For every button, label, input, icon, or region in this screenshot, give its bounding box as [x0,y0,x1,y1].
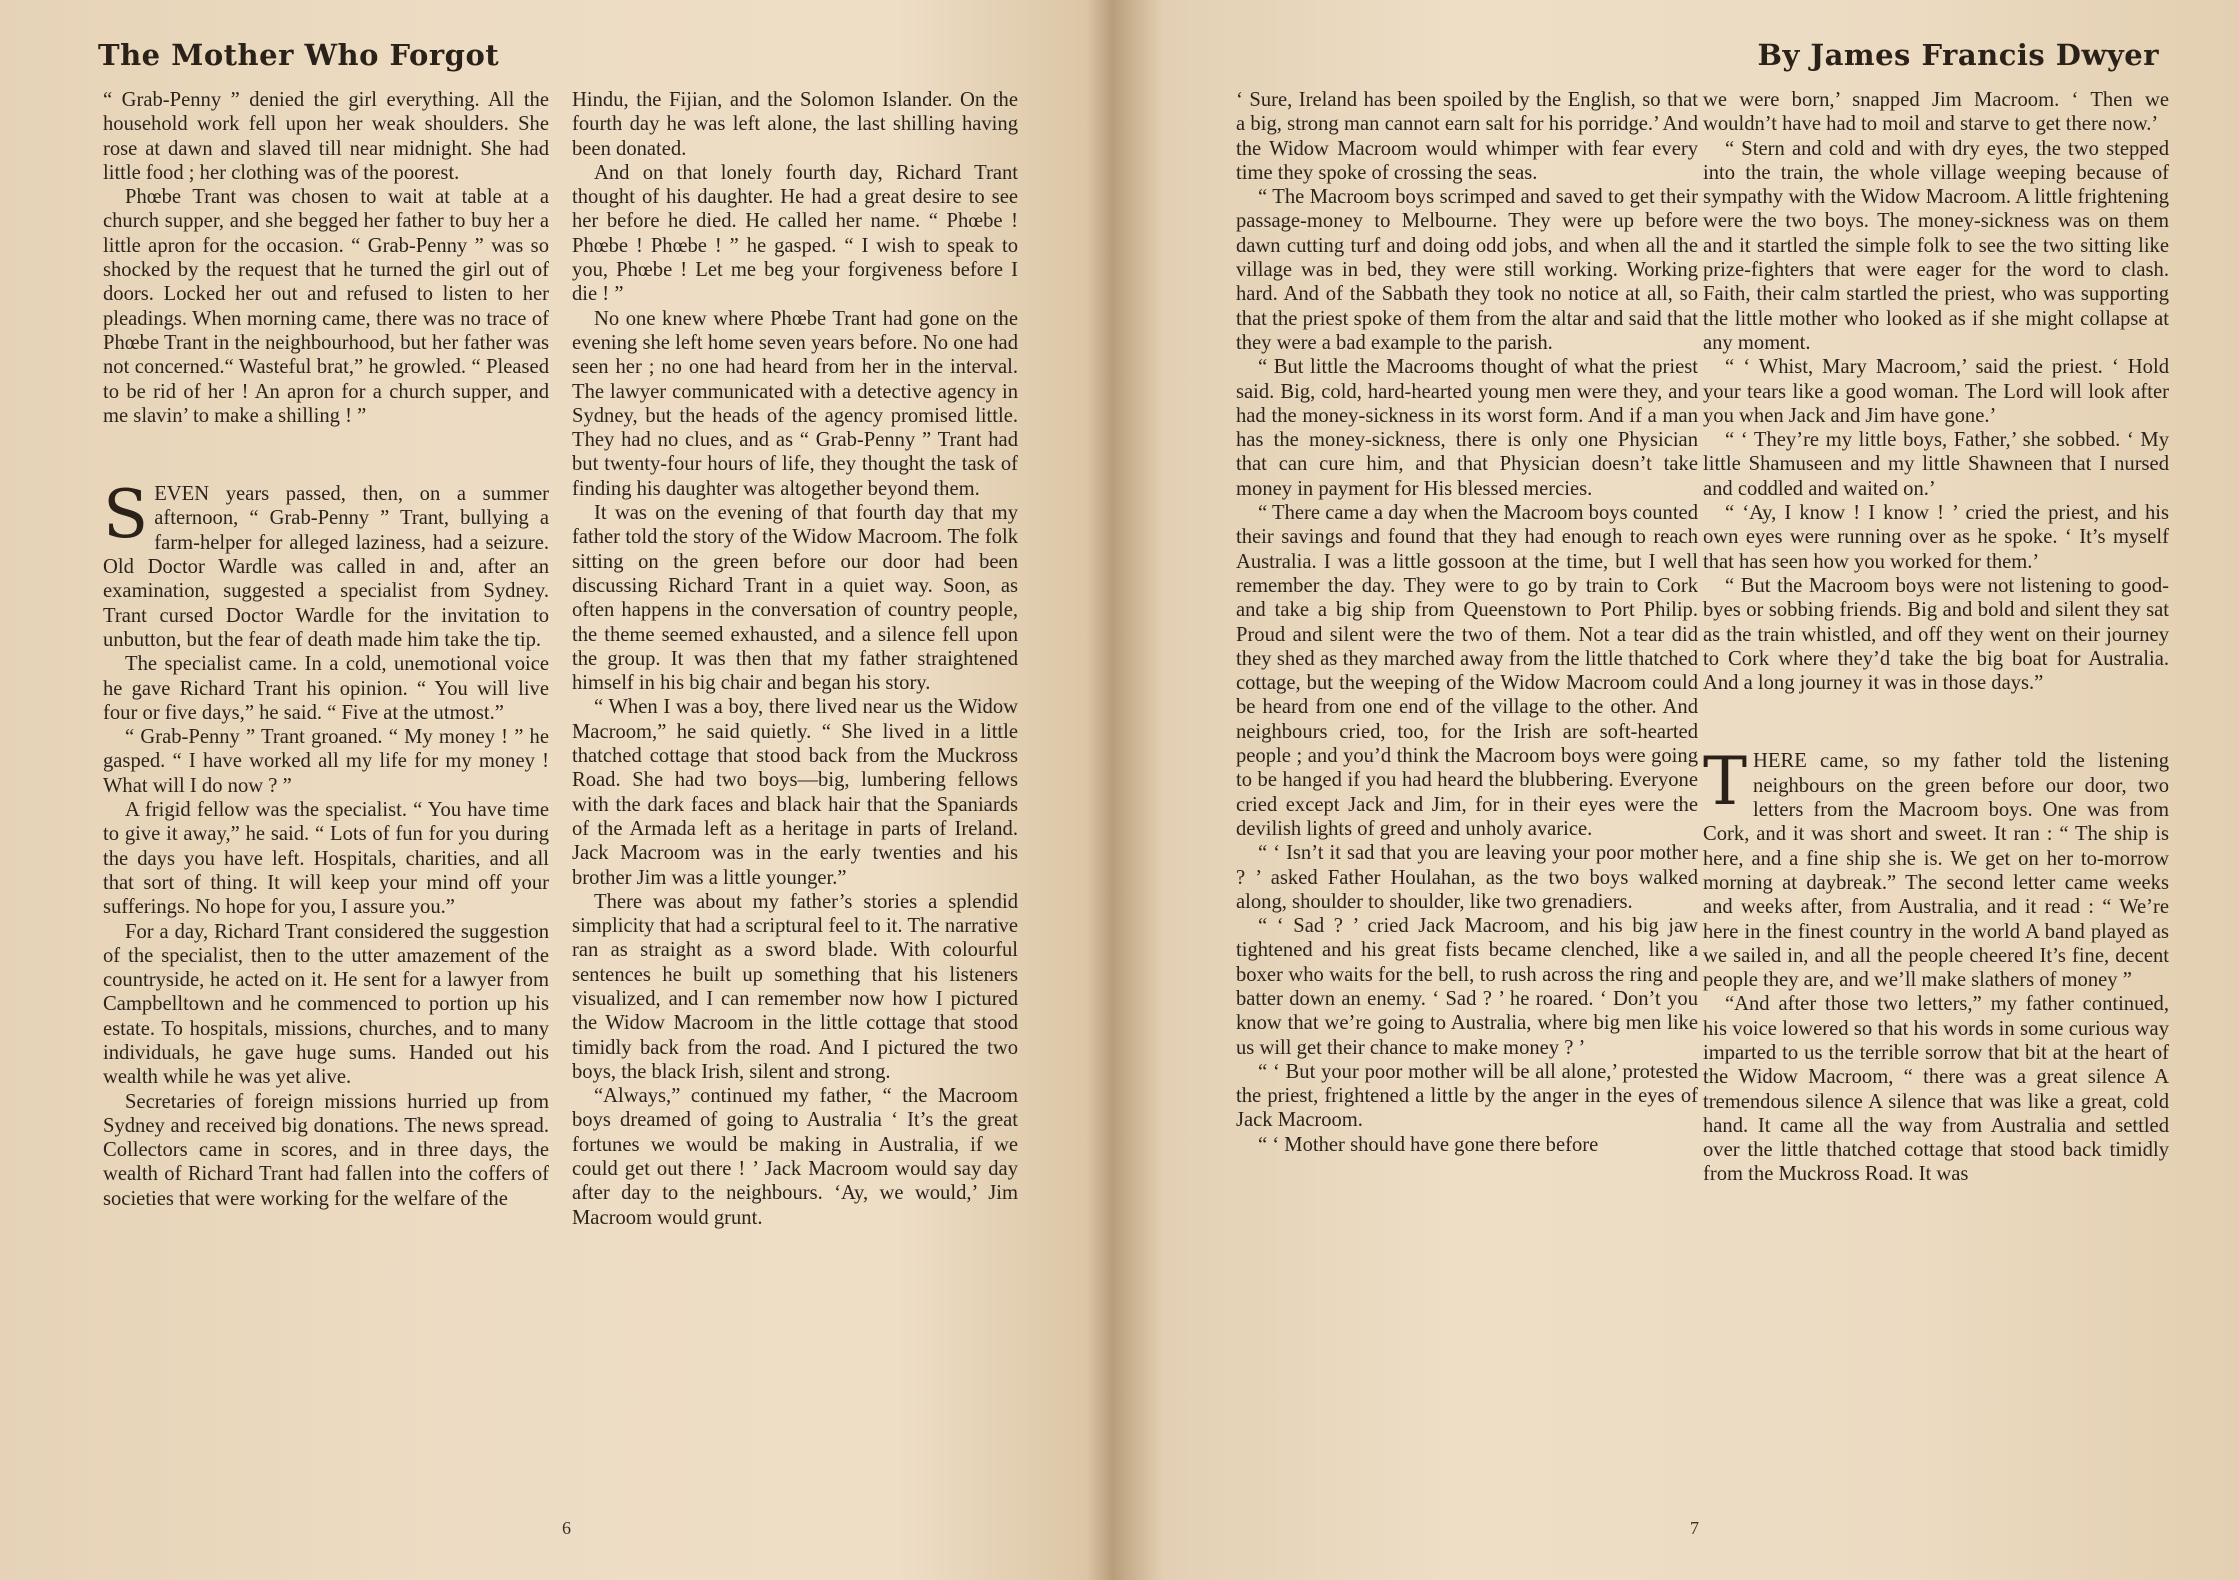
right-page-column-1 [1236,88,1698,1506]
paragraph: “And after those two letters,” my father continued, his voice lowered so that his words in some curious way imparted to us the terrible sorrow that bit at the heart of the Widow Macroom, “ there was a great silence A tremendous silence A silence that was like a great, cold hand. It came all the way from Australia and settled over the little thatched cottage that stood back timidly from the Muckross Road. It was [1703,993,2169,1186]
paragraph: “ Grab-Penny ” denied the girl everything. All the household work fell upon her weak shoulders. She rose at dawn and slaved till near midnight. She had little food ; her clothing was of the poorest. [103,89,549,184]
drop-cap: S [103,476,149,554]
left-page [0,0,1105,1580]
drop-cap: T [1703,743,1748,821]
paragraph: Secretaries of foreign missions hurried up from Sydney and received big donations. The news spread. Collectors came in scores, and in three days, the wealth of Richard Trant had fallen into the coffers of societies that were working for the welfare of the [103,1090,549,1210]
running-head-author: By James Francis Dwyer [1757,38,2159,72]
paragraph: Hindu, the Fijian, and the Solomon Islander. On the fourth day he was left alone, the last shilling having been donated. [572,89,1018,160]
paragraph: “Always,” continued my father, “ the Macroom boys dreamed of going to Australia ‘ It’s the great fortunes we would be making in Australia, if we could get out there ! ’ Jack Macroom would say day after day to the neighbours. ‘Ay, we would,’ Jim Macroom would grunt. [572,1085,1018,1229]
page-number: 7 [1690,1518,1699,1538]
paragraph: “ But the Macroom boys were not listening to good-byes or sobbing friends. Big and bold and silent they sat as the train whistled, and off they went on their journey to Cork where they’d take the big boat for Australia. And a long journey it was in those days.” [1703,574,2169,695]
left-page-column-2 [572,88,1018,1506]
paragraph: “ ‘ Mother should have gone there before [1258,1133,1599,1156]
paragraph: “ But little the Macrooms thought of what the priest said. Big, cold, hard-hearted young men were they, and had the money-sickness in its worst form. And if a man has the money-sickness, there is only one Physician that can cure him, and that Physician doesn’t take money in payment for His blessed mercies. [1236,356,1698,500]
paragraph: “ ‘ They’re my little boys, Father,’ she sobbed. ‘ My little Shamuseen and my little Shawneen that I nursed and coddled and waited on.’ [1703,429,2169,500]
paragraph: “ The Macroom boys scrimped and saved to get their passage-money to Melbourne. They were up before dawn cutting turf and doing odd jobs, and when all the village was in bed, they were still working. Working hard. And of the Sabbath they took no notice at all, so that the priest spoke of them from the altar and said that they were a bad example to the parish. [1236,186,1698,354]
section-text: HERE came, so my father told the listening neighbours on the green before our door, two letters from the Macroom boys. One was from Cork, and it was short and sweet. It ran : “ The ship is here, and a fine ship she is. We get on her to-morrow morning at daybreak.” The second letter came weeks and weeks after, from Australia, and it read : “ We’re here in the finest country in the world A band played as we sailed in, and all the people cheered It’s fine, decent people they are, and we’ll make slathers of money ” [1703,750,2169,992]
paragraph: It was on the evening of that fourth day that my father told the story of the Widow Macroom. The folk sitting on the green before our door had been discussing Richard Trant in a quiet way. Soon, as often happens in the conversation of country people, the theme seemed exhausted, and a silence fell upon the group. It was then that my father straightened himself in his big chair and began his story. [572,502,1018,695]
paragraph: “ There came a day when the Macroom boys counted their savings and found that they had enough to reach Australia. I was a little gossoon at the time, but I well remember the day. They were to go by train to Cork and take a big ship from Queenstown to Port Philip. Proud and silent were the two of them. Not a tear did they shed as they marched away from the little thatched cottage, but the weeping of the Widow Macroom could be heard from one end of the village to the other. And neighbours cried, too, for the Irish are soft-hearted people ; and you’d think the Macroom boys were going to be hanged if you had heard the blubbering. Everyone cried except Jack and Jim, for in their eyes were the devilish lights of greed and unholy avarice. [1236,502,1698,840]
right-page [1120,0,2239,1580]
paragraph: And on that lonely fourth day, Richard Trant thought of his daughter. He had a great desire to see her before he died. He called her name. “ Phœbe ! Phœbe ! Phœbe ! ” he gasped. “ I wish to speak to you, Phœbe ! Let me beg your forgiveness before I die ! ” [572,161,1018,306]
left-page-column-1 [103,88,549,1506]
paragraph: Phœbe Trant was chosen to wait at table at a church supper, and she begged her father to buy her a little apron for the occasion. “ Grab-Penny ” was so shocked by the request that he turned the girl out of doors. Locked her out and refused to listen to her pleadings. When morning came, there was no trace of Phœbe Trant in the neighbourhood, but her father was not concerned.“ Wasteful brat,” he growled. “ Pleased to be rid of her ! An apron for a church supper, and me slavin’ to make a shilling ! ” [103,186,549,427]
paragraph: “ ‘ Whist, Mary Macroom,’ said the priest. ‘ Hold your tears like a good woman. The Lord will look after you when Jack and Jim have gone.’ [1703,356,2169,427]
paragraph: “ When I was a boy, there lived near us the Widow Macroom,” he said quietly. “ She lived in a little thatched cottage that stood back from the Muckross Road. She had two boys—big, lumbering fellows with the dark faces and black hair that the Spaniards of the Armada left as a heritage in parts of Ireland. Jack Macroom was in the early twenties and his brother Jim was a little younger.” [572,696,1018,889]
section-text: EVEN years passed, then, on a summer afternoon, “ Grab-Penny ” Trant, bullying a farm-helper for alleged laziness, had a seizure. Old Doctor Wardle was called in and, after an examination, suggested a specialist from Sydney. Trant cursed Doctor Wardle for the invitation to unbutton, but the fear of death made him take the tip. [103,483,549,651]
paragraph: A frigid fellow was the specialist. “ You have time to give it away,” he said. “ Lots of fun for you during the days you have left. Hospitals, charities, and all that sort of thing. It will keep your mind off your sufferings. No hope for you, I assure you.” [103,799,549,919]
section-opening-paragraph [1703,743,2169,992]
paragraph: ‘ Sure, Ireland has been spoiled by the English, so that a big, strong man cannot earn salt for his porridge.’ And the Widow Macroom would whimper with fear every time they spoke of crossing the seas. [1236,89,1698,184]
paragraph: we were born,’ snapped Jim Macroom. ‘ Then we wouldn’t have had to moil and starve to get there now.’ [1703,89,2169,136]
paragraph: “ ‘Ay, I know ! I know ! ’ cried the priest, and his own eyes were running over as he spoke. ‘ It’s myself that has seen how you worked for them.’ [1703,502,2169,573]
paragraph: For a day, Richard Trant considered the suggestion of the specialist, then to the utter amazement of the countryside, he acted on it. He sent for a lawyer from Campbelltown and he commenced to portion up his estate. To hospitals, missions, churches, and to many individuals, he gave huge sums. Handed out his wealth while he was yet alive. [103,920,549,1089]
paragraph: “ ‘ Sad ? ’ cried Jack Macroom, and his big jaw tightened and his great fists became clenched, like a boxer who waits for the bell, to rush across the ring and batter down an enemy. ‘ Sad ? ’ he roared. ‘ Don’t you know that we’re going to Australia, where big men like us will get their chance to make money ? ’ [1236,915,1698,1059]
right-page-column-2 [1703,88,2169,1506]
paragraph: “ Stern and cold and with dry eyes, the two stepped into the train, the whole village weeping because of sympathy with the Widow Macroom. A little frightening were the two boys. The money-sickness was on them and it startled the simple folk to see the two sitting like prize-fighters that were eager for the word to clash. Faith, their calm startled the priest, who was supporting the little mother who looked as if she might collapse at any moment. [1703,137,2169,354]
page-number: 6 [562,1518,571,1538]
running-head-title: The Mother Who Forgot [98,38,500,72]
section-opening-paragraph [103,476,549,652]
paragraph: No one knew where Phœbe Trant had gone on the evening she left home seven years before. No one had seen her ; no one had heard from her in the interval. The lawyer communicated with a detective agency in Sydney, but the heads of the agency promised little. They had no clues, and as “ Grab-Penny ” Trant had but twenty-four hours of life, they thought the task of finding his daughter was altogether beyond them. [572,307,1018,500]
paragraph: There was about my father’s stories a splendid simplicity that had a scriptural feel to it. The narrative ran as straight as a sword blade. With colourful sentences he built up something that his listeners visualized, and I can remember now how I pictured the Widow Macroom in the little cottage that stood timidly back from the road. And I pictured the two boys, the black Irish, silent and strong. [572,890,1018,1083]
paragraph: “ ‘ But your poor mother will be all alone,’ protested the priest, frightened a little by the anger in the eyes of Jack Macroom. [1236,1060,1698,1132]
paragraph: The specialist came. In a cold, unemotional voice he gave Richard Trant his opinion. “ You will live four or five days,” he said. “ Five at the utmost.” [103,653,549,724]
paragraph: “ ‘ Isn’t it sad that you are leaving your poor mother ? ’ asked Father Houlahan, as the two boys walked along, shoulder to shoulder, like two grenadiers. [1236,842,1698,913]
paragraph: “ Grab-Penny ” Trant groaned. “ My money ! ” he gasped. “ I have worked all my life for my money ! What will I do now ? ” [103,726,549,797]
